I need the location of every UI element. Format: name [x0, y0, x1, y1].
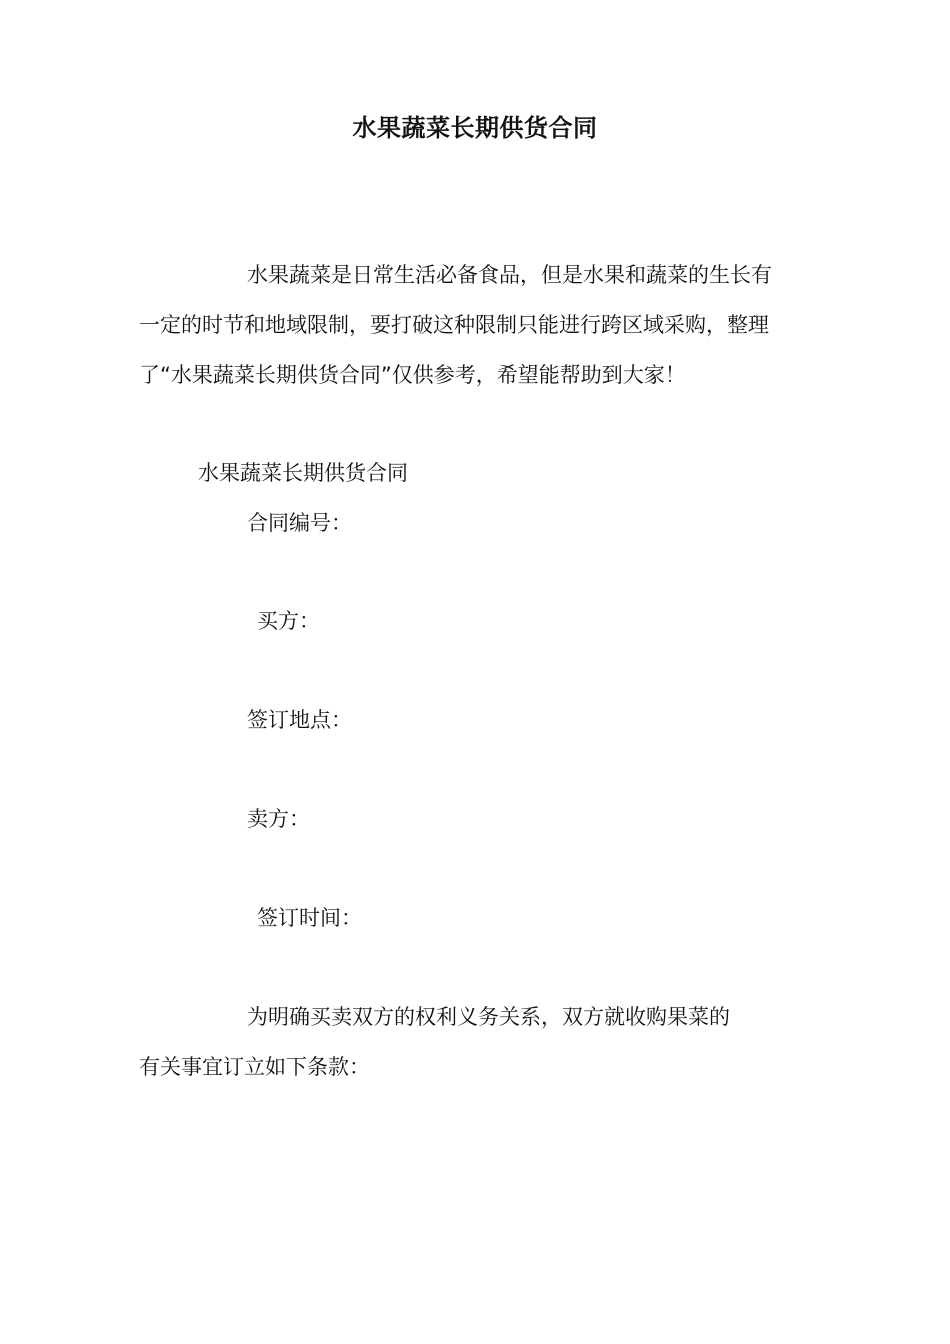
intro-line-1: 水果蔬菜是日常生活必备食品，但是水果和蔬菜的生长有 [247, 263, 772, 287]
clause-intro-line-1: 为明确买卖双方的权利义务关系，双方就收购果菜的 [247, 1005, 730, 1029]
contract-number-label: 合同编号： [247, 511, 352, 535]
signing-time-label: 签订时间： [257, 906, 362, 930]
intro-line-3: 了“水果蔬菜长期供货合同”仅供参考，希望能帮助到大家！ [139, 363, 686, 387]
buyer-label: 买方： [257, 609, 320, 633]
seller-label: 卖方： [247, 807, 310, 831]
document-title: 水果蔬菜长期供货合同 [352, 114, 598, 142]
clause-intro-line-2: 有关事宜订立如下条款： [139, 1055, 370, 1079]
signing-place-label: 签订地点： [247, 708, 352, 732]
intro-line-2: 一定的时节和地域限制，要打破这种限制只能进行跨区域采购，整理 [139, 313, 769, 337]
contract-name: 水果蔬菜长期供货合同 [198, 461, 408, 485]
